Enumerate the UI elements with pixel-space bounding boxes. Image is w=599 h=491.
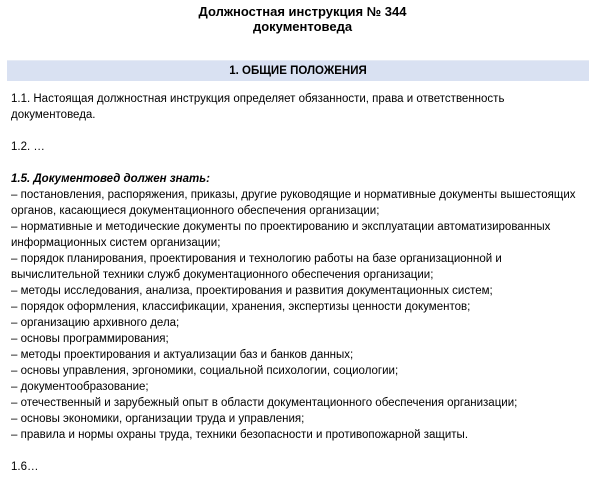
list-item: – документообразование; [11, 381, 149, 393]
list-item: – методы проектирования и актуализации баз и банков данных; [11, 349, 354, 361]
list-item: – порядок планирования, проектирования и технологию работы на базе организационной и вычислительной техники служб документационного обеспечения организации; [11, 253, 502, 281]
list-item: – нормативные и методические документы по проектированию и эксплуатации автоматизированных информационных систем организации; [11, 221, 551, 249]
document-title [6, 0, 599, 34]
list-item: – организацию архивного дела; [11, 317, 180, 329]
list-item: – правила и нормы охраны труда, техники безопасности и противопожарной защиты. [11, 429, 469, 441]
knowledge-list [11, 187, 591, 443]
list-item: – отечественный и зарубежный опыт в области документационного обеспечения организации; [11, 397, 518, 409]
paragraph-1-6: 1.6… [11, 461, 39, 473]
list-item: – основы программирования; [11, 333, 169, 345]
section-content [11, 91, 591, 491]
list-item: – основы экономики, организации труда и управления; [11, 413, 305, 425]
document-title-line-1: Должностная инструкция № 344 [198, 4, 407, 19]
list-item: – постановления, распоряжения, приказы, другие руководящие и нормативные документы вышестоящих органов, касающиеся документационного обеспечения организации; [11, 189, 576, 217]
list-item: – методы исследования, анализа, проектирования и развития документационных систем; [11, 285, 493, 297]
section-heading: 1. ОБЩИЕ ПОЛОЖЕНИЯ [7, 60, 589, 81]
paragraph-1-1: 1.1. Настоящая должностная инструкция определяет обязанности, права и ответственность документоведа. [11, 93, 505, 121]
paragraph-1-5-heading: 1.5. Документовед должен знать: [11, 173, 210, 185]
paragraph-1-2: 1.2. … [11, 141, 45, 153]
document-title-line-2: документоведа [252, 19, 353, 34]
list-item: – порядок оформления, классификации, хранения, экспертизы ценности документов; [11, 301, 471, 313]
list-item: – основы управления, эргономики, социальной психологии, социологии; [11, 365, 399, 377]
